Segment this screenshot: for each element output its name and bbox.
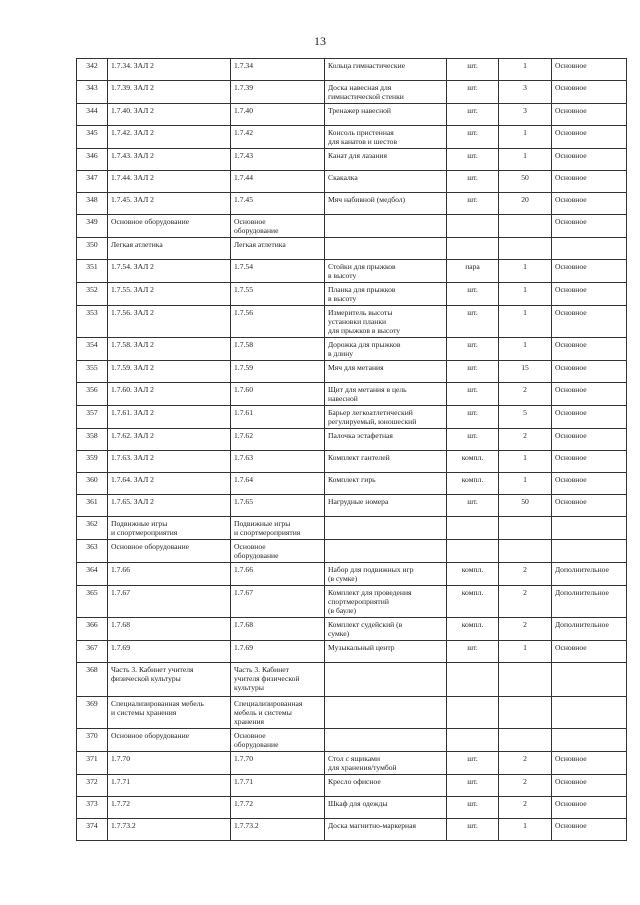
item-name-cell [325,697,447,729]
page-number: 13 [314,34,326,48]
item-name-cell: Дорожка для прыжков в длину [325,338,447,361]
reference-cell: 1.7.69 [231,641,325,663]
reference-cell: 1.7.61 [231,406,325,429]
equipment-type-cell: Основное [552,819,627,841]
table-row [77,429,627,451]
quantity-cell: 1 [499,260,552,283]
item-name-cell: Комплект гирь [325,473,447,495]
unit-cell: компл. [447,586,499,618]
row-number-cell: 359 [77,451,108,473]
equipment-type-cell: Основное [552,149,627,171]
reference-cell: 1.7.62 [231,429,325,451]
code-cell: Основное оборудование [108,540,231,563]
equipment-table [76,58,627,841]
reference-cell: 1.7.55 [231,283,325,306]
reference-cell: 1.7.64 [231,473,325,495]
code-cell: 1.7.66 [108,563,231,586]
equipment-type-cell: Основное [552,797,627,819]
reference-cell: 1.7.44 [231,171,325,193]
equipment-type-cell: Основное [552,406,627,429]
quantity-cell: 1 [499,126,552,149]
code-cell: Основное оборудование [108,729,231,752]
table-row [77,406,627,429]
reference-cell: 1.7.40 [231,104,325,126]
reference-cell: Подвижные игры и спортмероприятия [231,517,325,540]
row-number-cell: 346 [77,149,108,171]
table-row [77,819,627,841]
equipment-type-cell [552,729,627,752]
table-row [77,306,627,338]
quantity-cell [499,215,552,238]
row-number-cell: 347 [77,171,108,193]
row-number-cell: 369 [77,697,108,729]
quantity-cell: 1 [499,819,552,841]
unit-cell: шт. [447,59,499,81]
unit-cell: компл. [447,563,499,586]
table-row [77,641,627,663]
table-row [77,586,627,618]
quantity-cell: 2 [499,429,552,451]
reference-cell: 1.7.58 [231,338,325,361]
row-number-cell: 361 [77,495,108,517]
code-cell: 1.7.54. ЗАЛ 2 [108,260,231,283]
quantity-cell: 2 [499,797,552,819]
item-name-cell [325,729,447,752]
unit-cell: компл. [447,451,499,473]
equipment-type-cell [552,238,627,260]
item-name-cell: Набор для подвижных игр (в сумке) [325,563,447,586]
unit-cell: шт. [447,306,499,338]
code-cell: 1.7.43. ЗАЛ 2 [108,149,231,171]
code-cell: 1.7.70 [108,752,231,775]
quantity-cell: 2 [499,563,552,586]
quantity-cell [499,663,552,697]
equipment-type-cell: Основное [552,260,627,283]
quantity-cell [499,540,552,563]
quantity-cell: 1 [499,473,552,495]
unit-cell: шт. [447,775,499,797]
reference-cell: 1.7.73.2 [231,819,325,841]
equipment-type-cell: Основное [552,775,627,797]
equipment-type-cell: Основное [552,171,627,193]
reference-cell: Основное оборудование [231,215,325,238]
row-number-cell: 344 [77,104,108,126]
unit-cell [447,540,499,563]
table-row [77,797,627,819]
equipment-type-cell: Основное [552,495,627,517]
equipment-type-cell: Дополнительное [552,618,627,641]
code-cell: 1.7.40. ЗАЛ 2 [108,104,231,126]
unit-cell: компл. [447,473,499,495]
equipment-type-cell: Дополнительное [552,563,627,586]
code-cell: 1.7.69 [108,641,231,663]
code-cell: Легкая атлетика [108,238,231,260]
quantity-cell: 1 [499,283,552,306]
unit-cell [447,729,499,752]
item-name-cell: Стол с ящиками для хранения/тумбой [325,752,447,775]
item-name-cell: Мяч для метания [325,361,447,383]
equipment-type-cell: Основное [552,81,627,104]
item-name-cell: Щит для метания в цель навесной [325,383,447,406]
row-number-cell: 343 [77,81,108,104]
row-number-cell: 345 [77,126,108,149]
item-name-cell: Кольца гимнастические [325,59,447,81]
equipment-type-cell: Дополнительное [552,586,627,618]
code-cell: 1.7.60. ЗАЛ 2 [108,383,231,406]
item-name-cell: Планка для прыжков в высоту [325,283,447,306]
table-row [77,775,627,797]
reference-cell: Основное оборудование [231,540,325,563]
quantity-cell [499,697,552,729]
item-name-cell: Доска навесная для гимнастической стенки [325,81,447,104]
item-name-cell: Кресло офисное [325,775,447,797]
table-row [77,495,627,517]
table-row [77,473,627,495]
item-name-cell [325,540,447,563]
code-cell: 1.7.42. ЗАЛ 2 [108,126,231,149]
row-number-cell: 360 [77,473,108,495]
code-cell: 1.7.67 [108,586,231,618]
reference-cell: 1.7.65 [231,495,325,517]
row-number-cell: 357 [77,406,108,429]
code-cell: 1.7.39. ЗАЛ 2 [108,81,231,104]
table-row [77,383,627,406]
row-number-cell: 349 [77,215,108,238]
row-number-cell: 355 [77,361,108,383]
code-cell: Основное оборудование [108,215,231,238]
quantity-cell: 2 [499,586,552,618]
table-row [77,238,627,260]
table-row [77,451,627,473]
table-row [77,260,627,283]
table-row [77,618,627,641]
unit-cell: шт. [447,641,499,663]
unit-cell: шт. [447,819,499,841]
row-number-cell: 350 [77,238,108,260]
unit-cell: шт. [447,193,499,215]
quantity-cell: 1 [499,306,552,338]
row-number-cell: 366 [77,618,108,641]
unit-cell: шт. [447,361,499,383]
reference-cell: 1.7.54 [231,260,325,283]
row-number-cell: 342 [77,59,108,81]
reference-cell: Легкая атлетика [231,238,325,260]
equipment-type-cell: Основное [552,641,627,663]
code-cell: Специализированная мебель и системы хранения [108,697,231,729]
row-number-cell: 351 [77,260,108,283]
unit-cell: шт. [447,429,499,451]
table-row [77,193,627,215]
equipment-type-cell: Основное [552,451,627,473]
reference-cell: 1.7.63 [231,451,325,473]
quantity-cell: 2 [499,775,552,797]
code-cell: 1.7.59. ЗАЛ 2 [108,361,231,383]
code-cell: 1.7.62. ЗАЛ 2 [108,429,231,451]
reference-cell: Часть 3. Кабинет учителя физической культуры [231,663,325,697]
item-name-cell: Стойки для прыжков в высоту [325,260,447,283]
row-number-cell: 353 [77,306,108,338]
unit-cell: шт. [447,797,499,819]
reference-cell: 1.7.68 [231,618,325,641]
table-row [77,149,627,171]
row-number-cell: 368 [77,663,108,697]
equipment-type-cell: Основное [552,104,627,126]
unit-cell: шт. [447,126,499,149]
row-number-cell: 372 [77,775,108,797]
reference-cell: 1.7.70 [231,752,325,775]
equipment-type-cell: Основное [552,752,627,775]
quantity-cell: 2 [499,752,552,775]
table-row [77,540,627,563]
quantity-cell [499,517,552,540]
reference-cell: 1.7.60 [231,383,325,406]
equipment-type-cell: Основное [552,429,627,451]
table-row [77,104,627,126]
unit-cell: шт. [447,81,499,104]
quantity-cell: 2 [499,383,552,406]
unit-cell: шт. [447,406,499,429]
equipment-type-cell: Основное [552,283,627,306]
table-row [77,59,627,81]
row-number-cell: 358 [77,429,108,451]
code-cell: Часть 3. Кабинет учителя физической культуры [108,663,231,697]
code-cell: 1.7.65. ЗАЛ 2 [108,495,231,517]
item-name-cell: Комплект судейский (в сумке) [325,618,447,641]
table-row [77,361,627,383]
table-row [77,697,627,729]
quantity-cell: 15 [499,361,552,383]
unit-cell: шт. [447,283,499,306]
row-number-cell: 356 [77,383,108,406]
table-row [77,729,627,752]
item-name-cell: Барьер легкоатлетический регулируемый, юношеский [325,406,447,429]
unit-cell [447,697,499,729]
item-name-cell: Тренажер навесной [325,104,447,126]
reference-cell: 1.7.59 [231,361,325,383]
reference-cell: 1.7.66 [231,563,325,586]
table-row [77,215,627,238]
equipment-type-cell [552,663,627,697]
code-cell: 1.7.45. ЗАЛ 2 [108,193,231,215]
code-cell: 1.7.61. ЗАЛ 2 [108,406,231,429]
quantity-cell: 50 [499,171,552,193]
code-cell: 1.7.71 [108,775,231,797]
unit-cell: шт. [447,149,499,171]
code-cell: 1.7.64. ЗАЛ 2 [108,473,231,495]
equipment-type-cell: Основное [552,361,627,383]
row-number-cell: 364 [77,563,108,586]
equipment-type-cell: Основное [552,306,627,338]
reference-cell: 1.7.34 [231,59,325,81]
item-name-cell: Доска магнитно-маркерная [325,819,447,841]
item-name-cell: Канат для лазания [325,149,447,171]
reference-cell: 1.7.39 [231,81,325,104]
quantity-cell: 1 [499,641,552,663]
quantity-cell: 5 [499,406,552,429]
item-name-cell: Измеритель высоты установки планки для прыжков в высоту [325,306,447,338]
equipment-type-cell [552,517,627,540]
code-cell: 1.7.63. ЗАЛ 2 [108,451,231,473]
unit-cell [447,663,499,697]
reference-cell: 1.7.43 [231,149,325,171]
quantity-cell: 1 [499,451,552,473]
quantity-cell [499,238,552,260]
unit-cell: шт. [447,171,499,193]
item-name-cell: Скакалка [325,171,447,193]
row-number-cell: 370 [77,729,108,752]
item-name-cell: Консоль пристенная для канатов и шестов [325,126,447,149]
unit-cell: компл. [447,618,499,641]
unit-cell [447,517,499,540]
reference-cell: 1.7.67 [231,586,325,618]
item-name-cell: Комплект для проведения спортмероприятий (в бауле) [325,586,447,618]
table-row [77,283,627,306]
reference-cell: 1.7.42 [231,126,325,149]
equipment-type-cell: Основное [552,338,627,361]
unit-cell: шт. [447,495,499,517]
code-cell: 1.7.56. ЗАЛ 2 [108,306,231,338]
unit-cell: пара [447,260,499,283]
code-cell: 1.7.73.2 [108,819,231,841]
unit-cell [447,238,499,260]
equipment-type-cell: Основное [552,126,627,149]
equipment-type-cell: Основное [552,473,627,495]
unit-cell [447,215,499,238]
reference-cell: Основное оборудование [231,729,325,752]
row-number-cell: 354 [77,338,108,361]
item-name-cell [325,238,447,260]
row-number-cell: 348 [77,193,108,215]
quantity-cell: 1 [499,338,552,361]
code-cell: 1.7.44. ЗАЛ 2 [108,171,231,193]
item-name-cell [325,215,447,238]
table-row [77,171,627,193]
item-name-cell: Музыкальный центр [325,641,447,663]
code-cell: 1.7.58. ЗАЛ 2 [108,338,231,361]
reference-cell: 1.7.71 [231,775,325,797]
equipment-type-cell: Основное [552,59,627,81]
row-number-cell: 362 [77,517,108,540]
row-number-cell: 374 [77,819,108,841]
equipment-type-cell: Основное [552,383,627,406]
unit-cell: шт. [447,752,499,775]
equipment-type-cell: Основное [552,193,627,215]
quantity-cell: 2 [499,618,552,641]
quantity-cell: 50 [499,495,552,517]
unit-cell: шт. [447,104,499,126]
item-name-cell: Нагрудные номера [325,495,447,517]
table-row [77,126,627,149]
reference-cell: 1.7.56 [231,306,325,338]
reference-cell: Специализированная мебель и системы хранения [231,697,325,729]
table-row [77,663,627,697]
quantity-cell: 1 [499,149,552,171]
item-name-cell: Шкаф для одежды [325,797,447,819]
row-number-cell: 363 [77,540,108,563]
unit-cell: шт. [447,338,499,361]
equipment-type-cell [552,540,627,563]
code-cell: 1.7.68 [108,618,231,641]
quantity-cell: 20 [499,193,552,215]
table-row [77,81,627,104]
unit-cell: шт. [447,383,499,406]
code-cell: Подвижные игры и спортмероприятия [108,517,231,540]
table-row [77,338,627,361]
item-name-cell [325,517,447,540]
table-row [77,517,627,540]
row-number-cell: 367 [77,641,108,663]
item-name-cell: Комплект гантелей [325,451,447,473]
table-row [77,752,627,775]
code-cell: 1.7.55. ЗАЛ 2 [108,283,231,306]
row-number-cell: 373 [77,797,108,819]
quantity-cell: 3 [499,81,552,104]
reference-cell: 1.7.72 [231,797,325,819]
row-number-cell: 352 [77,283,108,306]
quantity-cell [499,729,552,752]
quantity-cell: 1 [499,59,552,81]
item-name-cell: Мяч набивной (медбол) [325,193,447,215]
equipment-type-cell: Основное [552,215,627,238]
equipment-type-cell [552,697,627,729]
item-name-cell [325,663,447,697]
item-name-cell: Палочка эстафетная [325,429,447,451]
row-number-cell: 365 [77,586,108,618]
quantity-cell: 3 [499,104,552,126]
code-cell: 1.7.34. ЗАЛ 2 [108,59,231,81]
table-row [77,563,627,586]
row-number-cell: 371 [77,752,108,775]
reference-cell: 1.7.45 [231,193,325,215]
code-cell: 1.7.72 [108,797,231,819]
